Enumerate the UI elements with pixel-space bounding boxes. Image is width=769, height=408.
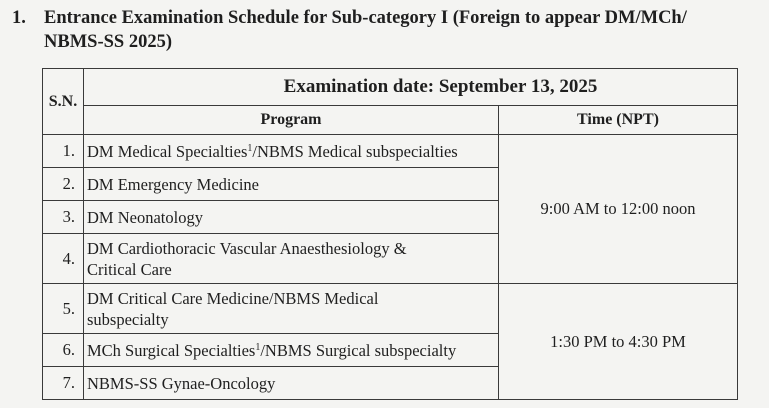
program-line-2: Critical Care — [87, 259, 172, 279]
program-column-header: Program — [84, 106, 499, 135]
examination-date-header: Examination date: September 13, 2025 — [84, 69, 738, 106]
row-number: 7. — [43, 367, 84, 400]
program-cell: DM Neonatology — [84, 201, 499, 234]
afternoon-time-slot: 1:30 PM to 4:30 PM — [499, 284, 738, 400]
sn-column-header: S.N. — [43, 69, 84, 135]
program-cell — [84, 135, 499, 168]
program-line-1: DM Critical Care Medicine/NBMS Medical — [87, 288, 379, 308]
section-heading — [12, 6, 762, 54]
footnote-marker: 1 — [255, 341, 261, 353]
program-text: MCh Surgical Specialties — [87, 340, 256, 360]
time-column-header: Time (NPT) — [499, 106, 738, 135]
footnote-marker: 1 — [247, 142, 253, 154]
program-cell: NBMS-SS Gynae-Oncology — [84, 367, 499, 400]
row-number: 4. — [43, 234, 84, 284]
morning-time-slot: 9:00 AM to 12:00 noon — [499, 135, 738, 284]
table-row — [43, 135, 738, 168]
row-number: 5. — [43, 284, 84, 334]
table-row — [43, 284, 738, 334]
row-number: 1. — [43, 135, 84, 168]
program-cell: DM Emergency Medicine — [84, 168, 499, 201]
row-number: 2. — [43, 168, 84, 201]
heading-line-1: Entrance Examination Schedule for Sub-category I (Foreign to appear DM/MCh/ — [44, 8, 687, 28]
program-cell — [84, 334, 499, 367]
row-number: 6. — [43, 334, 84, 367]
program-line-1: DM Cardiothoracic Vascular Anaesthesiology & — [87, 238, 407, 258]
row-number: 3. — [43, 201, 84, 234]
section-number: 1. — [12, 8, 26, 28]
program-cell — [84, 284, 499, 334]
program-text: DM Medical Specialties — [87, 141, 248, 161]
program-text-continued: /NBMS Surgical subspecialty — [260, 340, 457, 360]
exam-schedule-table — [42, 68, 738, 400]
program-cell — [84, 234, 499, 284]
program-text-continued: /NBMS Medical subspecialties — [252, 141, 458, 161]
heading-line-2: NBMS-SS 2025) — [44, 32, 172, 52]
program-line-2: subspecialty — [87, 309, 169, 329]
